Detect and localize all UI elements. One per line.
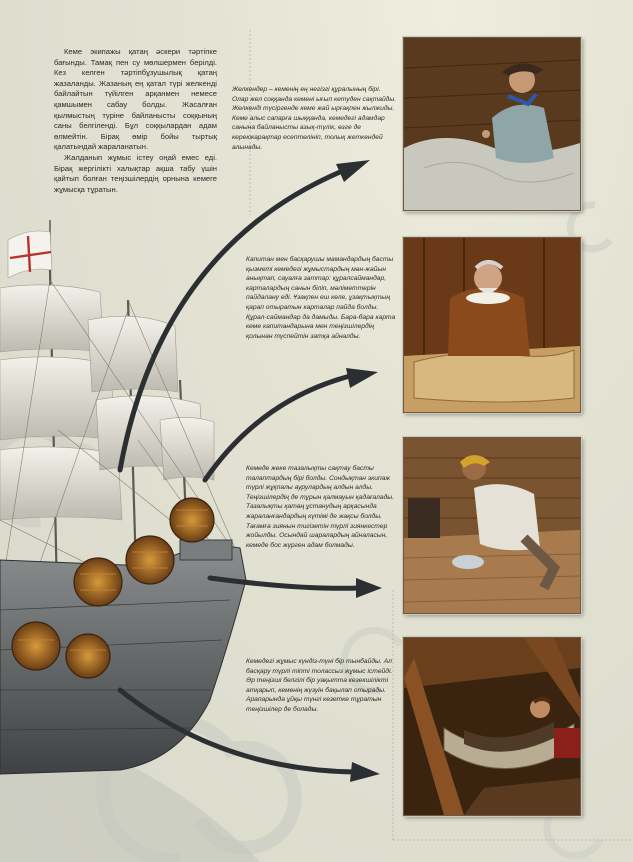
caption-sleeping: Кемедегі жұмыс күндіз-түні бір тынбайды. Ал басқару түрлі тіпті толассыз жұмыс істейді. Әр теңізші белгілі бір уақытта кезекшілікті атқарып, кеменің жүзуін бақылап отырады. Арапарында ұйқы түнгі кезетке тұратын теңізшілер де болады. — [246, 658, 393, 713]
caption-sails: Желкендер – кеменің ең негізгі құралының бірі. Олар жел соққанда кемені ығып кетуден сақтайды. Желкенді түсіргенде кеме жай ырғақпен жылжиды. Кеме алыс сапарға шыққанда, кемедегі адамдар санына байланысты азық-түлік, өзге де керекжарақтар есептелініп, толық жеткендей алынады. — [232, 86, 397, 151]
caption-captain: Капитан мен басқарушы мамандардың басты қызметі кемедегі жұмыстардың мән-жайын анықтап, сауалға заттар: құралсаймандар, карталардың санын біліп, мәліметтерін пайдалану еді. Ұзақпен еш келе, ұзақтықтың қарап отыратын карталар пайда болды. Құрал-саймандар да дамыды. Бара-бара карта кеме капитандарына мен теңізшілердің қолынан түспейтін затқа айналды. — [246, 256, 396, 340]
photo-hammock-sleep — [403, 637, 581, 816]
intro-text — [54, 47, 217, 195]
flag-icon — [8, 220, 52, 280]
intro-paragraph-1: Кеме экипажы қатаң әскери тәртіпке бағынды. Тамақ пен су мөлшермен берілді. Кез келген тәртіпбұзушылық қатаң жазаланды. Жазаның ең қатал түрі желкенді байлайтын түйілген арқанмен немесе қамшымен сабау болды. Жасалған қылмыстың түріне байланысты соққының саны белгіленді. Бұл соққылардан адам өлмейтін. Бірақ өмір бойы тыртық қалатындай жараланатын. — [54, 47, 217, 152]
photo-captain-maps — [403, 237, 581, 413]
ship-sails — [0, 285, 214, 520]
photo-deck-cleaning — [403, 437, 581, 614]
caption-cleaning: Кемеде жеке тазалықты сақтау басты талаптардың бірі болды. Сондықтан экипаж түрлі жұқпалы аурулардың алдын алды. Теңізшілердің де тұрын қалмауын қадағалады. Тазалықты қатаң ұстанудың арқасында жараланғандардың күтімі де жақсы болды. Тағамға зиянын тигізетін түрлі зиянкестер жойылды. Осындай шаралардың айналасын, кемеде бос жүрген адам болмады. — [246, 465, 395, 549]
intro-paragraph-2: Жалданып жұмыс істеу оңай емес еді. Бірақ жергілікті халықтар ақша табу үшін қайтып болған теңізшілердің орнына кемеге жұмысқа тұратын. — [54, 152, 217, 194]
photo-sail-mending — [403, 37, 581, 211]
